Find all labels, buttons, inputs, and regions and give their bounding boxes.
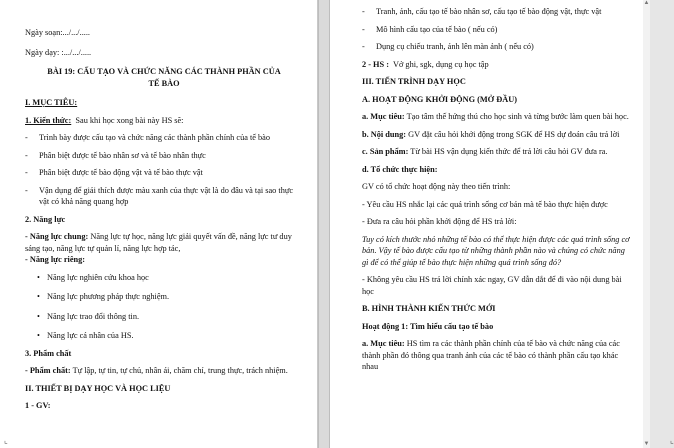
d-intro: GV có tổ chức hoạt động này theo tiến trình: bbox=[362, 182, 511, 191]
gv-item: - Mô hình cấu tạo của tế bào ( nếu có) bbox=[362, 24, 630, 36]
section-hinh-thanh: B. HÌNH THÀNH KIẾN THỨC MỚI bbox=[362, 304, 496, 313]
nang-luc-rieng-item: • Năng lực cá nhân của HS. bbox=[25, 330, 303, 342]
kien-thuc-item: - Vận dụng để giải thích được màu xanh của thực vật là do đâu và tại sao thực vật có khả năng quang hợp bbox=[25, 185, 303, 208]
pham-chat-label: - Phẩm chất: bbox=[25, 366, 71, 375]
nang-luc-rieng-label: - Năng lực riêng: bbox=[25, 255, 86, 264]
text-cursor-icon: ⌞ bbox=[670, 436, 674, 445]
nang-luc-chung-text: Năng lực tự học, năng lực giải quyết vấn đề, năng lực tư duy sáng tạo, năng lực tự quản lí, năng lực hợp tác, bbox=[25, 232, 292, 253]
d-item: - Yêu cầu HS nhắc lại các quá trình sống cơ bản mà tế bào thực hiện được bbox=[362, 199, 608, 209]
d-item: - Không yêu cầu HS trả lời chính xác ngay, GV dẫn dắt để đi vào nội dung bài học bbox=[362, 275, 622, 296]
a-muc-tieu-text: Tạo tâm thế hứng thú cho học sinh và từng bước làm quen bài học. bbox=[406, 112, 629, 121]
hoat-dong-1: Hoạt động 1: Tìm hiểu cấu tạo tế bào bbox=[362, 321, 494, 331]
scroll-down-icon[interactable]: ▼ bbox=[643, 441, 650, 447]
kien-thuc-item: - Phân biệt được tế bào động vật và tế bào thực vật bbox=[25, 167, 303, 179]
section-hoat-dong-a: A. HOẠT ĐỘNG KHỞI ĐỘNG (MỞ ĐẦU) bbox=[362, 94, 517, 104]
lesson-title-line1: BÀI 19: CẤU TẠO VÀ CHỨC NĂNG CÁC THÀNH PHẦN CỦA bbox=[47, 67, 281, 76]
d-item: - Đưa ra câu hỏi phần khởi động để HS trả lời: bbox=[362, 217, 517, 226]
section-tien-trinh: III. TIẾN TRÌNH DẠY HỌC bbox=[362, 77, 466, 86]
kien-thuc-text: Sau khi học xong bài này HS sẽ: bbox=[75, 115, 184, 125]
vertical-scrollbar[interactable] bbox=[643, 0, 650, 448]
nang-luc-chung bbox=[25, 231, 303, 254]
nang-luc-rieng-item: • Năng lực phương pháp thực nghiệm. bbox=[25, 291, 303, 303]
c-san-pham bbox=[362, 146, 630, 158]
section-muc-tieu: I. MỤC TIÊU: bbox=[25, 98, 78, 107]
hs-label: 2 - HS : bbox=[362, 59, 389, 69]
page-gap bbox=[318, 0, 330, 448]
pham-chat bbox=[25, 365, 303, 377]
lesson-title-line2: TẾ BÀO bbox=[148, 78, 180, 88]
hd1-muc-tieu-text: HS tìm ra các thành phần chính của tế bào và chức năng của các thành phần đó thông qua tranh ảnh của các tế bào có thành phần cấu tạo khác nhau bbox=[362, 339, 620, 371]
ngay-soan: Ngày soạn:.../.../..... bbox=[25, 28, 90, 37]
b-noi-dung-text: GV đặt câu hỏi khởi động trong SGK để HS dự đoán câu trả lời bbox=[408, 129, 620, 139]
d-to-chuc-label: d. Tổ chức thực hiện: bbox=[362, 164, 438, 174]
section-nang-luc: 2. Năng lực bbox=[25, 214, 66, 224]
section-thiet-bi: II. THIẾT BỊ DẠY HỌC VÀ HỌC LIỆU bbox=[25, 383, 171, 393]
gv-heading: 1 - GV: bbox=[25, 401, 51, 410]
nang-luc-rieng-item: • Năng lực nghiên cứu khoa học bbox=[25, 272, 303, 284]
b-noi-dung bbox=[362, 129, 630, 141]
a-muc-tieu-label: a. Mục tiêu: bbox=[362, 112, 405, 121]
scroll-up-icon[interactable]: ▲ bbox=[643, 0, 650, 6]
hs bbox=[362, 59, 630, 71]
document-page-right bbox=[330, 0, 674, 448]
hs-text: Vở ghi, sgk, dụng cụ học tập bbox=[392, 59, 489, 69]
kien-thuc-item: - Phân biệt được tế bào nhân sơ và tế bào nhân thực bbox=[25, 150, 303, 162]
document-page-left bbox=[0, 0, 318, 448]
section-pham-chat: 3. Phẩm chất bbox=[25, 348, 72, 358]
ngay-day: Ngày dạy: :.../.../..... bbox=[25, 47, 92, 57]
kien-thuc-item: - Trình bày được cấu tạo và chức năng các thành phần chính của tế bào bbox=[25, 132, 303, 144]
gv-item: - Dụng cụ chiếu tranh, ảnh lên màn ảnh ( nếu có) bbox=[362, 41, 630, 53]
c-san-pham-label: c. Sản phẩm: bbox=[362, 147, 409, 156]
kien-thuc-label: 1. Kiến thức: bbox=[25, 115, 72, 125]
a-muc-tieu bbox=[362, 111, 630, 123]
nang-luc-chung-label: - Năng lực chung: bbox=[25, 232, 89, 241]
nang-luc-rieng-item: • Năng lực trao đổi thông tin. bbox=[25, 311, 303, 323]
text-cursor-icon: ⌞ bbox=[4, 436, 8, 445]
b-noi-dung-label: b. Nội dung: bbox=[362, 129, 407, 139]
d-question: Tuy có kích thước nhỏ những tế bào có thể thực hiện được các quá trình sống cơ bản. Vậy tế bào được cấu tạo từ những thành phần nào và chúng có chức năng gì để có thể giúp tế bào thực hiện những quá trình sống đó? bbox=[362, 234, 630, 267]
kien-thuc bbox=[25, 115, 303, 127]
c-san-pham-text: Từ bài HS vận dụng kiến thức để trả lời câu hỏi GV đưa ra. bbox=[410, 147, 608, 156]
hd1-muc-tieu bbox=[362, 338, 630, 373]
hd1-muc-tieu-label: a. Mục tiêu: bbox=[362, 339, 405, 348]
gv-item: - Tranh, ảnh, cấu tạo tế bào nhân sơ, cấu tạo tế bào động vật, thực vật bbox=[362, 6, 630, 18]
pham-chat-text: Tự lập, tự tin, tự chủ, nhân ái, chăm chỉ, trung thực, trách nhiệm. bbox=[72, 366, 288, 375]
